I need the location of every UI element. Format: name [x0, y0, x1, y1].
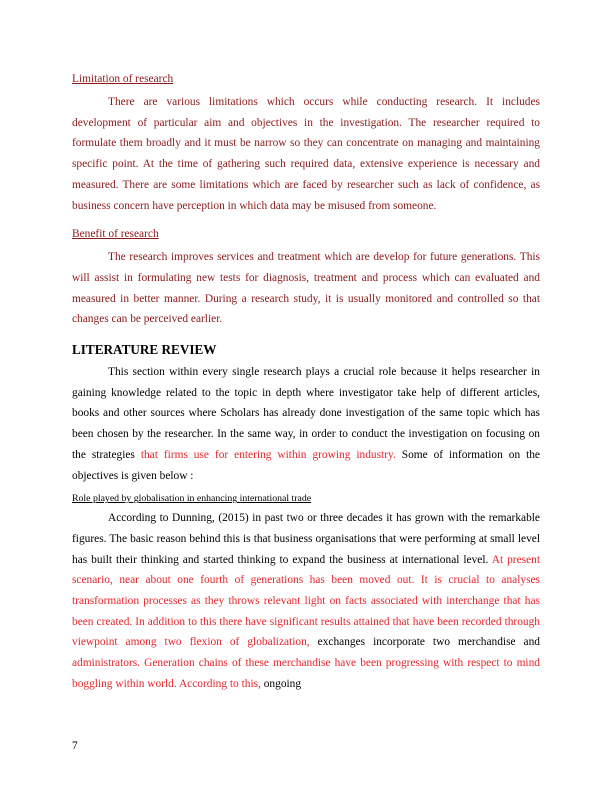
limitation-heading: Limitation of research: [72, 73, 174, 85]
globalisation-heading: Role played by globalisation in enhancing international trade: [72, 493, 312, 505]
globalisation-text-1: According to Dunning, (2015) in past two or three decades it has grown with the remarkable figures. The basic reason behind this is that business organisations that were performing at small level has built their thinking and started thinking to expand the business at international level.: [72, 512, 540, 566]
globalisation-paragraph: [72, 508, 540, 694]
globalisation-text-3: ongoing: [260, 677, 302, 690]
benefit-paragraph: The research improves services and treatment which are develop for future generations. This will assist in formulating new tests for diagnosis, treatment and process which can evaluated and measured in better manner. During a research study, it is usually monitored and controlled so that changes can be perceived earlier.: [72, 251, 540, 326]
limitation-paragraph: There are various limitations which occurs while conducting research. It includes development of particular aim and objectives in the investigation. The researcher required to formulate them broadly and it must be narrow so they can concentrate on managing and maintaining specific point. At the time of gathering such required data, extensive experience is necessary and measured. There are some limitations which are faced by researcher such as lack of confidence, as business concern have perception in which data may be misused from someone.: [72, 96, 540, 212]
globalisation-highlight-2: administrators. Generation chains of these merchandise have been progressing with respect to mind boggling within world. According to this,: [72, 657, 540, 690]
literature-intro-text: This section within every single research plays a crucial role because it helps researcher in gaining knowledge related to the topic in depth where investigator take help of different articles, books and other sources where Scholars has already done investigation of the same topic which has been chosen by the researcher. In the same way, in order to conduct the investigation on focusing on the strategies: [72, 366, 540, 461]
benefit-heading: Benefit of research: [72, 228, 159, 241]
literature-review-heading: LITERATURE REVIEW: [72, 342, 217, 358]
literature-intro-paragraph: [72, 362, 540, 486]
page-content: [72, 71, 540, 695]
globalisation-text-2: exchanges incorporate two merchandise and: [309, 636, 540, 649]
globalisation-highlight-1: At present scenario, near about one fourth of generations has been moved out. It is crucial to analyses transformation processes as they throws relevant light on facts associated with interchange that has been created. In addition to this there have significant results attained that have been recorded through viewpoint among two flexion of globalization,: [72, 553, 540, 649]
page-number: 7: [72, 740, 78, 752]
literature-intro-highlight: that firms use for entering within growing industry.: [140, 448, 396, 461]
literature-intro-tail: Some of information on the objectives is given below :: [72, 448, 540, 482]
